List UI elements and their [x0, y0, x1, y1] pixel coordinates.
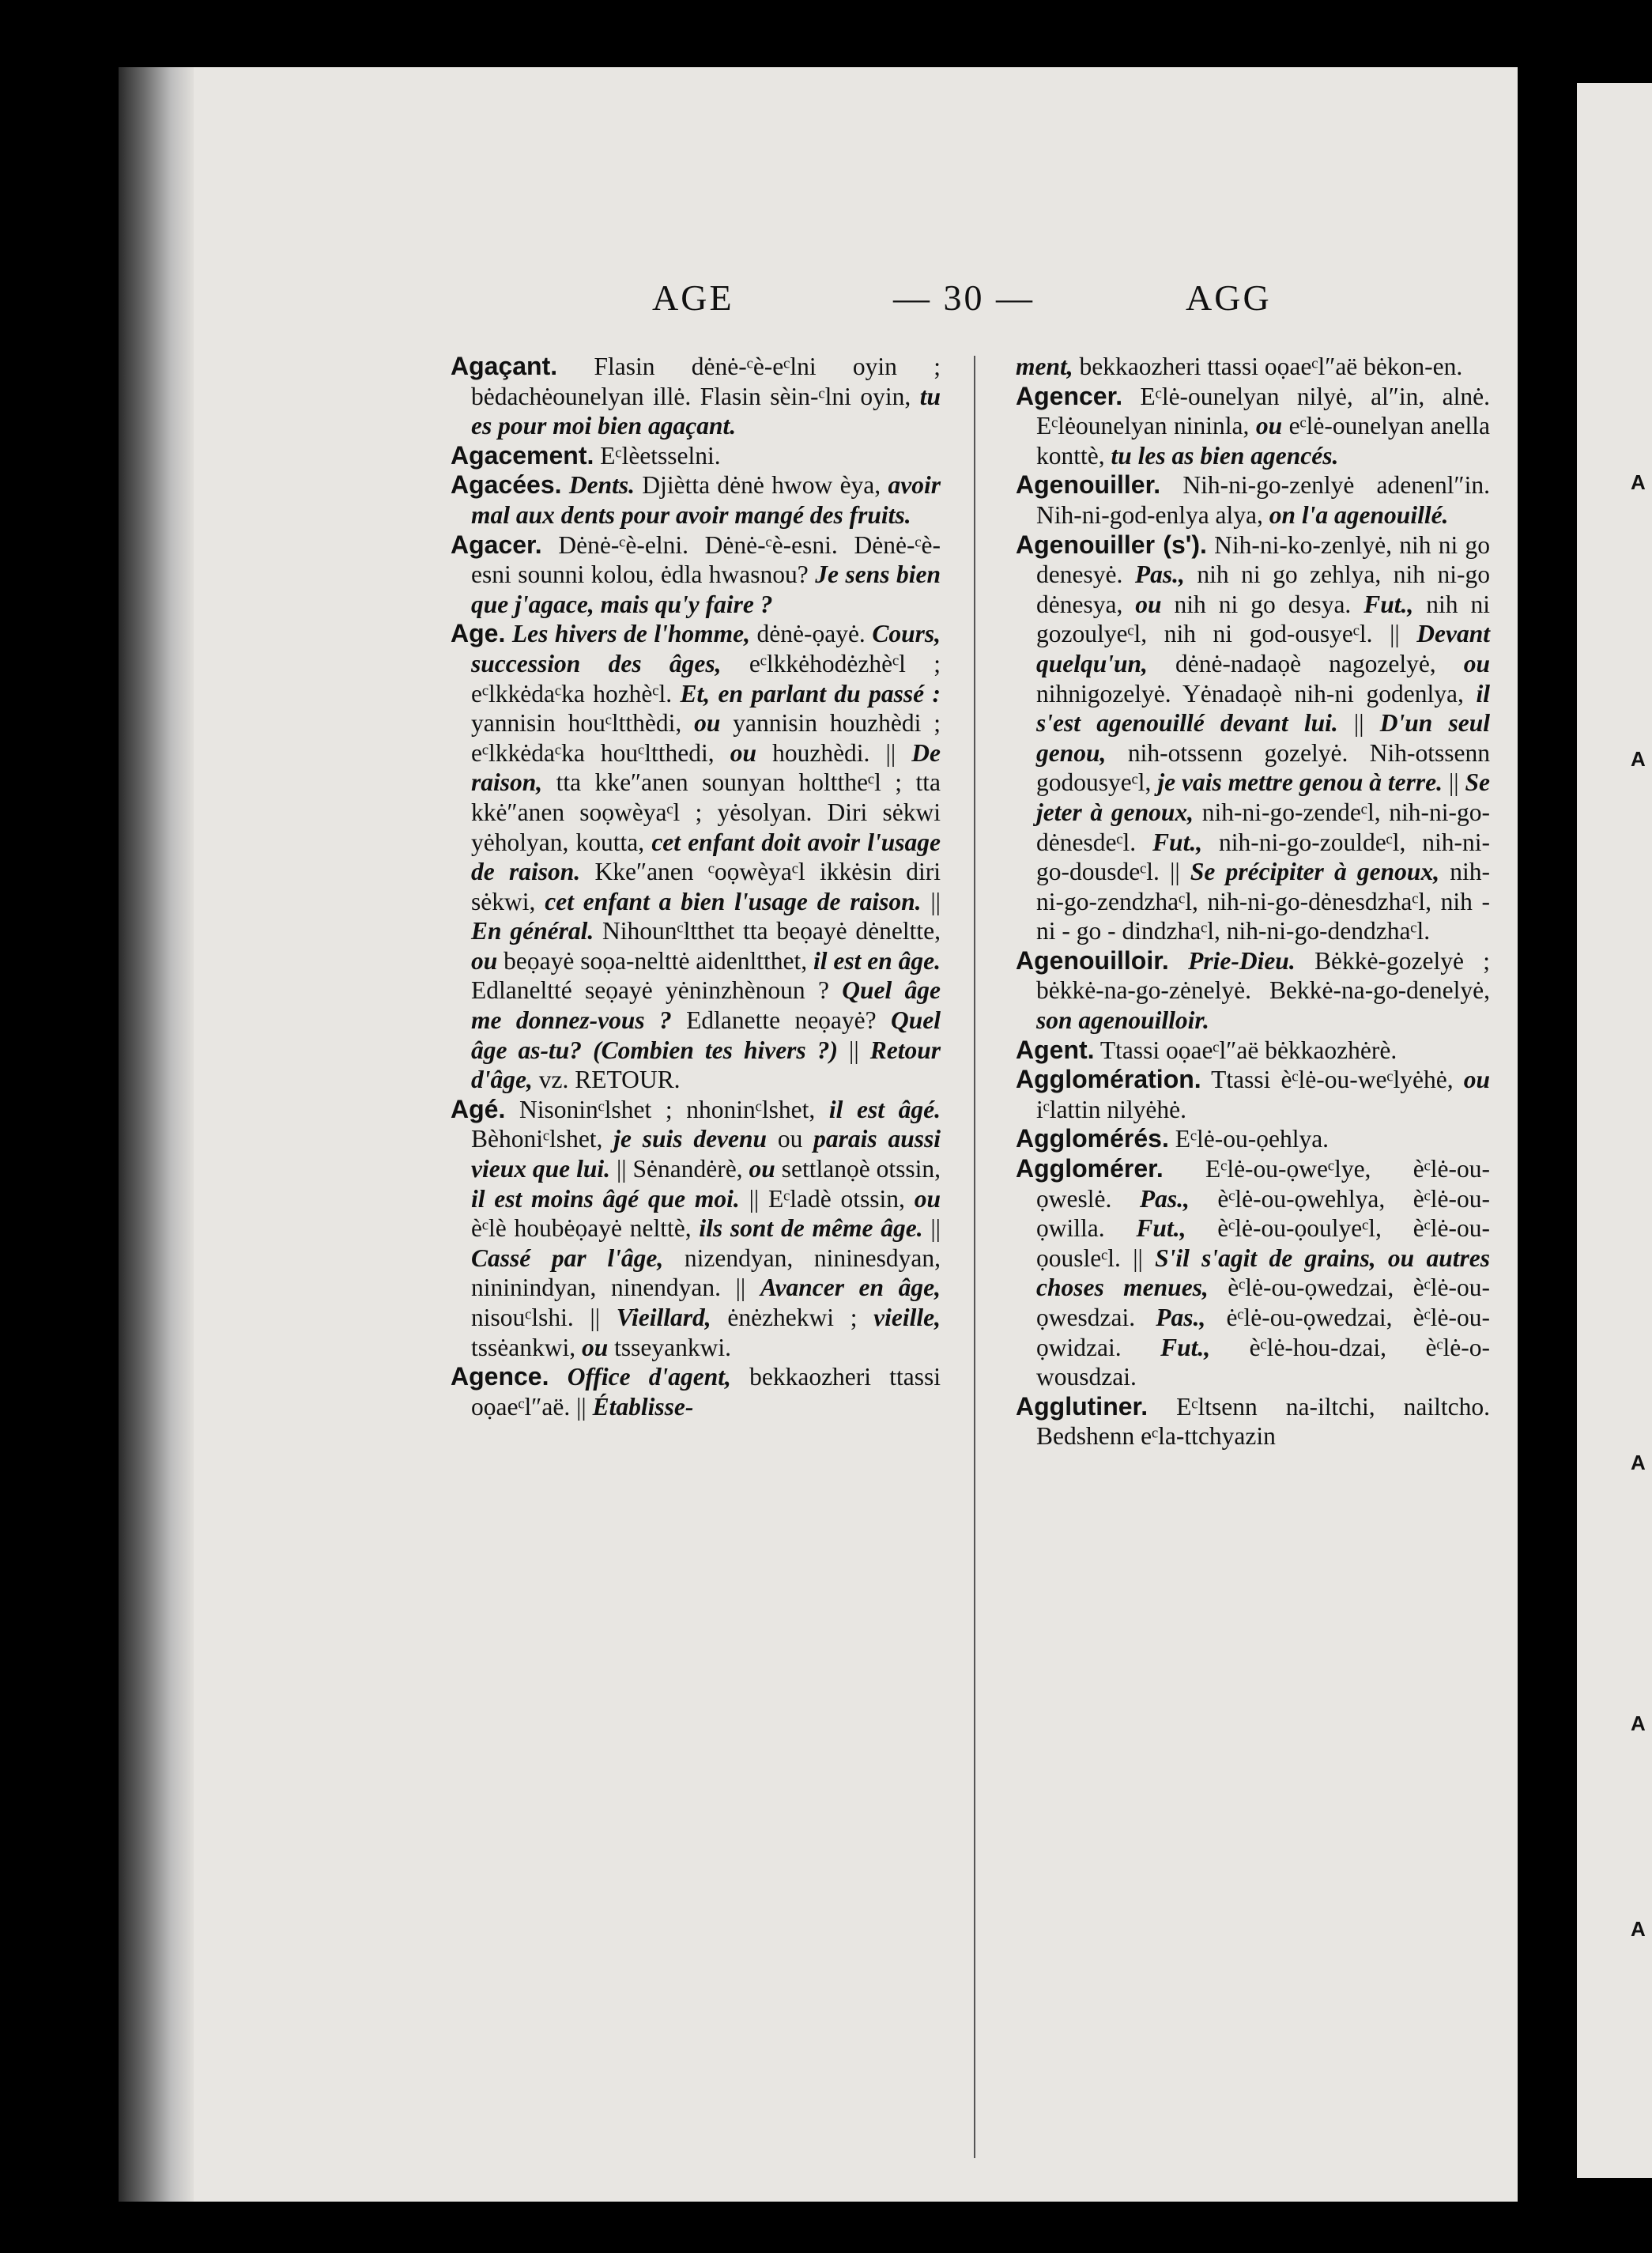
french-gloss: Fut.,: [1160, 1333, 1211, 1361]
page-number: — 30 —: [893, 277, 1035, 318]
dene-text: Djiètta dėnė hwow èya,: [635, 471, 888, 500]
french-gloss: Dents.: [561, 471, 636, 500]
dictionary-entry: [1016, 530, 1490, 946]
french-gloss: Devant quelqu'un,: [1036, 620, 1490, 677]
dene-text: ėnėzhekwi ;: [711, 1304, 874, 1331]
facing-page-edge: [1577, 83, 1652, 2178]
french-gloss: Établisse-: [592, 1392, 694, 1421]
dictionary-entry: [451, 441, 941, 471]
column-divider: [974, 356, 975, 2158]
dene-text: Eᶜlė-ou-ọehlya.: [1168, 1125, 1330, 1153]
french-gloss: Se jeter à genoux,: [1036, 768, 1490, 826]
dene-text: Nisoninᶜlshet ; nhoninᶜlshet,: [505, 1095, 829, 1123]
french-gloss: cet enfant doit avoir l'usage de raison.: [471, 828, 941, 886]
entry-headword: Agacer.: [451, 530, 542, 559]
french-gloss: Prie-Dieu.: [1168, 946, 1296, 975]
facing-page-letter: A: [1631, 1711, 1646, 1735]
dene-text: beọayė soọa-nelttė aidenltthet,: [497, 946, 814, 975]
french-gloss: Pas.,: [1139, 1184, 1190, 1213]
dictionary-entry: [451, 1095, 941, 1362]
dictionary-entry: [451, 1362, 941, 1421]
dictionary-entry: [1016, 382, 1490, 471]
dene-text: dėnė-nadaọè nagozelyė,: [1147, 649, 1464, 677]
dene-text: dėnė-ọayė.: [750, 620, 873, 648]
dene-text: settlanọè otssin,: [775, 1155, 941, 1183]
french-gloss: son agenouilloir.: [1036, 1006, 1209, 1035]
dictionary-entry: [1016, 470, 1490, 530]
french-gloss: ou: [1135, 590, 1162, 618]
dictionary-entry: [451, 530, 941, 620]
dene-text: ||: [1337, 709, 1380, 738]
dene-text: Eᶜlė-ou-ọweᶜlye, èᶜlė-ou-ọweslė.: [1036, 1155, 1490, 1213]
dene-text: Bèhoniᶜlshet,: [471, 1125, 614, 1153]
book-spine-shadow: [119, 67, 194, 2202]
french-gloss: D'un seul genou,: [1036, 709, 1490, 767]
french-gloss: Retour d'âge,: [471, 1036, 941, 1094]
french-gloss: Fut.,: [1363, 590, 1414, 618]
entry-headword: Agglutiner.: [1016, 1391, 1148, 1421]
dene-text: yannisin houᶜltthèdi,: [471, 709, 695, 738]
dictionary-entry: [451, 470, 941, 530]
dictionary-entry: [1016, 1065, 1490, 1124]
dene-text: èᶜlè houbėọayė nelttè,: [471, 1214, 700, 1243]
french-gloss: vieille,: [873, 1304, 941, 1331]
french-gloss: Et, en parlant du passé :: [680, 679, 941, 708]
dene-text: Flasin dėnė-ᶜè-eᶜlni oyin ; bėdachėounelyan illė. Flasin sèin-ᶜlni oyin,: [471, 353, 941, 410]
entry-headword: Agglomérer.: [1016, 1154, 1164, 1183]
dene-text: || Eᶜladè otssin,: [739, 1184, 915, 1213]
entry-headword: Agenouilloir.: [1016, 945, 1169, 975]
facing-page-letter: A: [1631, 470, 1646, 494]
french-gloss: je suis devenu: [613, 1125, 768, 1153]
dene-text: vz. RETOUR.: [532, 1066, 681, 1094]
french-gloss: ou: [581, 1333, 609, 1361]
french-gloss: il s'est agenouillé devant lui.: [1036, 679, 1490, 738]
dene-text: nih ni gozoulyeᶜl, nih ni god-ousyeᶜl. ||: [1036, 590, 1490, 648]
dictionary-entry: [1016, 352, 1490, 382]
french-gloss: ou: [1255, 412, 1283, 440]
dene-text: tta kke″anen sounyan holtthеᶜl ; tta kkė″anen soọwèyaᶜl ; yėsolyan. Diri sėkwi yėholyan, koutta,: [471, 768, 941, 856]
french-gloss: ils sont de même âge.: [699, 1214, 923, 1243]
french-gloss: ou: [914, 1184, 941, 1213]
dene-text: ou: [767, 1125, 814, 1153]
entry-headword: Agacement.: [451, 440, 594, 470]
dene-text: Nih-ni-go-zenlyė adenenl″in. Nih-ni-god-enlya alya,: [1036, 471, 1490, 529]
dene-text: tsseyankwi.: [608, 1333, 731, 1361]
french-gloss: De raison,: [471, 738, 941, 797]
dene-text: èᶜlė-ou-ọwehlya, èᶜlė-ou-ọwilla.: [1036, 1184, 1490, 1243]
entry-headword: Agé.: [451, 1094, 506, 1123]
french-gloss: ou: [730, 738, 756, 767]
dene-text: yannisin houzhèdi ; eᶜlkkėdaᶜka houᶜltthedi,: [471, 709, 941, 767]
dene-text: eᶜlkkėhodėzhèᶜl ; eᶜlkkėdaᶜka hozhèᶜl.: [471, 649, 941, 708]
french-gloss: Vieillard,: [616, 1304, 711, 1331]
french-gloss: on l'a agenouillé.: [1269, 500, 1449, 529]
right-column: [1016, 352, 1490, 1451]
french-gloss: Quel âge as-tu? (Combien tes hivers ?): [471, 1006, 941, 1064]
dene-text: Dėnė-ᶜè-elni. Dėnė-ᶜè-esni. Dėnė-ᶜè-esni sounni kolou, ėdla hwasnou?: [471, 530, 941, 589]
french-gloss: cet enfant a bien l'usage de raison.: [545, 887, 922, 915]
dene-text: bekkaozheri ttassi oọaeᶜl″aë. ||: [471, 1363, 941, 1421]
dictionary-entry: [1016, 1036, 1490, 1066]
french-gloss: S'il s'agit de grains, ou autres choses menues,: [1036, 1243, 1490, 1302]
dene-text: Nih-ni-ko-zenlyė, nih ni go denesyė.: [1036, 530, 1491, 589]
entry-headword: Agaçant.: [451, 352, 558, 380]
dene-text: Eᶜlèetsselni.: [594, 441, 721, 470]
french-gloss: En général.: [471, 917, 594, 945]
dictionary-entry: [1016, 1154, 1490, 1392]
french-gloss: ou: [694, 709, 721, 738]
entry-headword: Agenouiller (s').: [1016, 530, 1207, 559]
dictionary-entry: [1016, 1392, 1490, 1451]
dene-text: Ttassi èᶜlė-ou-weᶜlyėhė,: [1201, 1066, 1464, 1094]
french-gloss: avoir mal aux dents pour avoir mangé des fruits.: [471, 471, 941, 529]
entry-headword: Agacées.: [451, 470, 562, 500]
french-gloss: Avancer en âge,: [760, 1274, 941, 1302]
dene-text: nih-ni-go-zendzhaᶜl, nih-ni-go-dėnesdzhaᶜl, nih - ni - go - dindzhaᶜl, nih-ni-go-dendzhaᶜl.: [1036, 858, 1491, 945]
french-gloss: Pas.,: [1134, 560, 1185, 589]
dene-text: nisouᶜlshi. ||: [471, 1304, 617, 1331]
dene-text: houzhèdi. ||: [756, 738, 912, 767]
header-left-guide: AGE: [652, 277, 734, 318]
french-gloss: je vais mettre genou à terre.: [1157, 768, 1443, 797]
dene-text: nih ni go zehlya, nih ni-go dėnesya,: [1036, 560, 1490, 618]
left-column: [451, 352, 941, 1421]
french-gloss: tu es pour moi bien agaçant.: [471, 382, 941, 440]
dene-text: Bėkkė-gozelyė ; bėkkė-na-go-zėnelyė. Bekkė-na-go-denelyė,: [1036, 946, 1490, 1005]
dene-text: Edlanette neọayė?: [671, 1006, 891, 1035]
dene-text: Kke″anen ᶜoọwèyaᶜl ikkėsin diri sėkwi,: [471, 858, 941, 915]
french-gloss: Les hivers de l'homme,: [505, 620, 750, 648]
dictionary-entry: [451, 352, 941, 441]
dene-text: ||: [921, 887, 941, 915]
dene-text: èᶜlė-ou-ọwedzai, èᶜlė-ou-ọwesdzai.: [1036, 1274, 1490, 1331]
entry-headword: Agence.: [451, 1362, 549, 1391]
dene-text: ėᶜlė-ou-ọwedzai, èᶜlė-ou-ọwidzai.: [1036, 1304, 1491, 1361]
french-gloss: Je sens bien que j'agace, mais qu'y faire ?: [471, 560, 941, 618]
dene-text: Ttassi oọaeᶜl″aë bėkkaozhėrè.: [1094, 1036, 1397, 1064]
dene-text: bekkaozheri ttassi oọaeᶜl″aë bėkon-en.: [1073, 353, 1463, 380]
dene-text: nih-otssenn gozelyė. Nih-otssenn godousyeᶜl,: [1036, 738, 1490, 797]
french-gloss: ment,: [1016, 353, 1073, 380]
facing-page-letter: A: [1631, 1917, 1646, 1941]
french-gloss: Fut.,: [1152, 828, 1203, 856]
dene-text: Nihounᶜltthet tta beọayė dėneltte,: [594, 917, 941, 945]
entry-headword: Agenouiller.: [1016, 470, 1161, 500]
french-gloss: Cassé par l'âge,: [471, 1243, 664, 1272]
dene-text: nih ni go desya.: [1161, 590, 1364, 618]
dene-text: nih-ni-go-zendeᶜl, nih-ni-go-dėnesdeᶜl.: [1036, 798, 1491, 856]
dictionary-entry: [1016, 946, 1490, 1036]
french-gloss: il est en âge.: [813, 946, 941, 975]
dene-text: ||: [922, 1214, 941, 1243]
facing-page-letter: A: [1631, 1451, 1646, 1474]
entry-headword: Age.: [451, 619, 506, 648]
french-gloss: parais aussi vieux que lui.: [471, 1125, 941, 1183]
dene-text: nizendyan, nininesdyan, nininindyan, ninendyan. ||: [471, 1243, 941, 1302]
entry-headword: Agglomération.: [1016, 1065, 1201, 1094]
dene-text: nihnigozelyė. Yėnadaọè nih-ni godenlya,: [1036, 679, 1477, 708]
dene-text: èᶜlė-ou-ọoulyeᶜl, èᶜlė-ou-ọousleᶜl. ||: [1036, 1214, 1490, 1272]
dictionary-entry: [1016, 1124, 1490, 1154]
dene-text: ||: [837, 1036, 870, 1064]
dene-text: eᶜlė-ounelyan anella konttè,: [1036, 412, 1490, 470]
entry-headword: Agent.: [1016, 1035, 1095, 1064]
dene-text: iᶜlattin nilyėhė.: [1036, 1095, 1187, 1123]
french-gloss: Fut.,: [1136, 1214, 1186, 1243]
dene-text: tssėankwi,: [471, 1333, 582, 1361]
french-gloss: ou: [471, 946, 498, 975]
french-gloss: tu les as bien agencés.: [1111, 441, 1339, 470]
french-gloss: ou: [749, 1155, 775, 1183]
french-gloss: Se précipiter à genoux,: [1190, 858, 1440, 886]
entry-headword: Agglomérés.: [1016, 1124, 1169, 1153]
french-gloss: Quel âge me donnez-vous ?: [471, 976, 941, 1035]
dictionary-entry: [451, 619, 941, 1095]
dene-text: ||: [1443, 768, 1465, 797]
french-gloss: Cours, succession des âges,: [471, 620, 941, 677]
french-gloss: ou: [1463, 1066, 1490, 1094]
header-right-guide: AGG: [1186, 277, 1272, 318]
french-gloss: Pas.,: [1156, 1304, 1206, 1331]
french-gloss: il est moins âgé que moi.: [471, 1184, 740, 1213]
french-gloss: ou: [1463, 649, 1490, 677]
facing-page-letter: A: [1631, 747, 1646, 771]
french-gloss: Office d'agent,: [549, 1363, 731, 1391]
running-header: [530, 277, 1518, 332]
dene-text: Edlaneltté seọayė yėninzhènoun ?: [471, 976, 843, 1005]
dene-text: Eᶜlė-ounelyan nilyė, al″in, alnė. Eᶜlėounelyan nininla,: [1036, 382, 1490, 440]
dene-text: nih-ni-go-zouldeᶜl, nih-ni-go-dousdeᶜl. ||: [1036, 828, 1490, 886]
french-gloss: il est âgé.: [828, 1095, 941, 1123]
entry-headword: Agencer.: [1016, 381, 1123, 410]
dene-text: || Sėnandėrè,: [610, 1155, 749, 1183]
dene-text: Eᶜltsenn na-iltchi, nailtcho. Bedshenn eᶜla-ttchyazin: [1036, 1392, 1490, 1451]
dene-text: èᶜlė-hou-dzai, èᶜlė-o-wousdzai.: [1036, 1333, 1490, 1391]
